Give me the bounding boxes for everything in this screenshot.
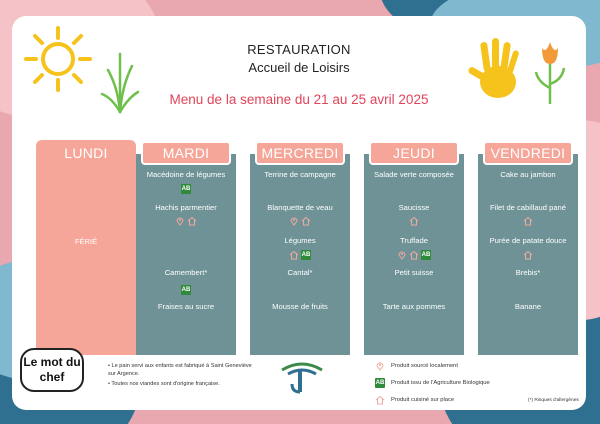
house-icon	[187, 216, 197, 226]
day-header: MARDI	[141, 141, 231, 165]
note-item: • Le pain servi aux enfants est fabriqué à Saint Geneviève sur Argence.	[108, 363, 252, 377]
menu-item: Camembert*	[164, 268, 208, 277]
menu-item: Tarte aux pommes	[382, 302, 446, 311]
day-body	[36, 154, 136, 355]
note-item: • Toutes nos viandes sont d'origine française.	[108, 381, 220, 387]
legend-row: Produit cuisiné sur place	[375, 391, 565, 408]
day-header: VENDREDI	[483, 141, 573, 165]
bio-icon: AB	[421, 252, 431, 258]
menu-item: Banane	[514, 302, 542, 311]
house-icon	[409, 250, 419, 260]
day-column-vendredi	[478, 140, 578, 355]
house-icon	[409, 216, 419, 226]
menu-item: Hachis parmentier	[155, 203, 217, 212]
menu-item: Purée de patate douce	[489, 236, 567, 245]
sun-icon	[22, 24, 94, 94]
bio-icon: AB	[301, 252, 311, 258]
page-title: RESTAURATION	[247, 42, 351, 57]
menu-item: Blanquette de veau	[267, 203, 333, 212]
menu-item: Terrine de campagne	[264, 170, 336, 179]
location-icon	[175, 216, 185, 226]
day-header: JEUDI	[369, 141, 459, 165]
menu-item: FÉRIÉ	[74, 237, 98, 246]
week-title: Menu de la semaine du 21 au 25 avril 2025	[169, 92, 429, 107]
legend-row: Produit sourcé localement	[375, 357, 565, 374]
day-header: MERCREDI	[255, 141, 345, 165]
menu-item: Macédoine de légumes	[146, 170, 226, 179]
day-column-lundi	[36, 140, 136, 355]
legend-row: AB Produit issu de l'Agriculture Biologique	[375, 379, 490, 386]
menu-item: Truffade	[400, 236, 428, 245]
argences-logo	[278, 356, 326, 396]
bio-icon: AB	[375, 379, 385, 386]
menu-item: Cake au jambon	[500, 170, 556, 179]
house-icon	[523, 216, 533, 226]
menu-card	[12, 16, 586, 410]
menu-item: Brebis*	[515, 268, 541, 277]
day-column-mercredi	[250, 140, 350, 355]
location-icon	[289, 216, 299, 226]
bio-icon: AB	[181, 287, 191, 293]
day-column-jeudi	[364, 140, 464, 355]
house-icon	[289, 250, 299, 260]
menu-item: Salade verte composée	[374, 170, 454, 179]
house-icon	[375, 395, 385, 405]
house-icon	[523, 250, 533, 260]
menu-item: Cantal*	[287, 268, 313, 277]
day-column-mardi	[136, 140, 236, 355]
chef-speech-bubble: Le mot du chef	[20, 348, 84, 392]
chef-notes	[108, 362, 258, 388]
house-icon	[301, 216, 311, 226]
menu-item: Légumes	[284, 236, 316, 245]
menu-item: Filet de cabillaud pané	[490, 203, 566, 212]
location-icon	[397, 250, 407, 260]
location-icon	[375, 361, 385, 371]
menu-item: Mousse de fruits	[272, 302, 328, 311]
day-header: LUNDI	[36, 140, 136, 166]
page-subtitle: Accueil de Loisirs	[248, 60, 350, 75]
menu-item: Fraises au sucre	[157, 302, 215, 311]
menu-item: Petit suisse	[394, 268, 434, 277]
bio-icon: AB	[181, 186, 191, 192]
allergen-note: (*) Risques d'allergènes	[528, 398, 579, 403]
menu-item: Saucisse	[398, 203, 430, 212]
